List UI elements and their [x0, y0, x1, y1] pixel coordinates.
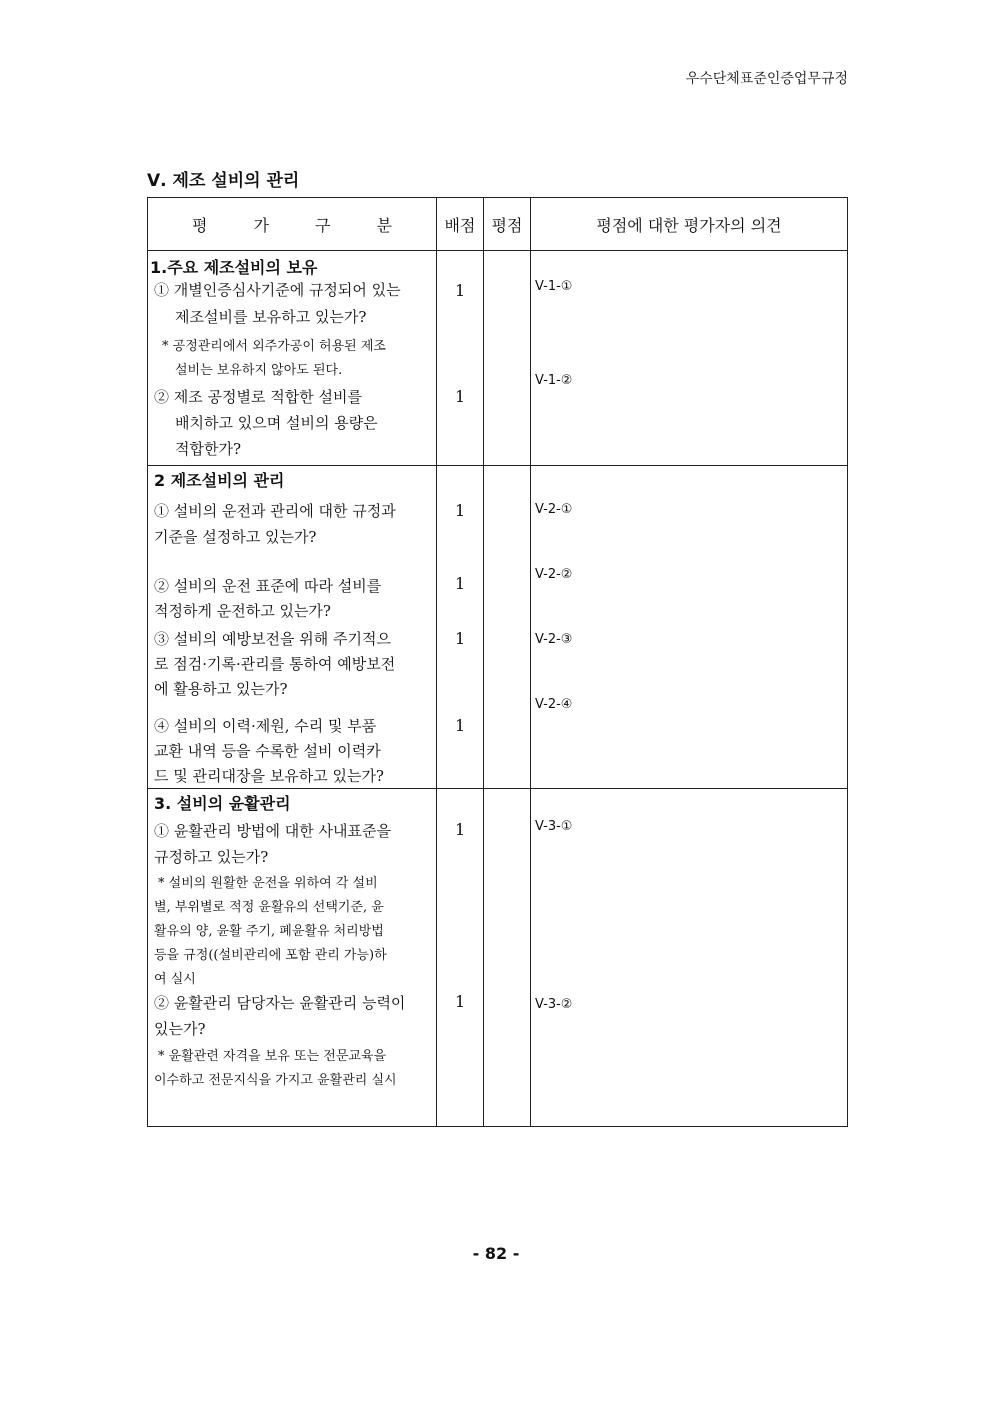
- s3-item2-line: 있는가?: [154, 1020, 206, 1038]
- section-title: Ⅴ. 제조 설비의 관리: [147, 171, 300, 191]
- s3-item1-line: 규정하고 있는가?: [154, 848, 269, 866]
- s1-item1-line: 제조설비를 보유하고 있는가?: [175, 308, 367, 326]
- s3-note1-line: 여 실시: [154, 972, 196, 987]
- document-header: 우수단체표준인증업무규정: [685, 71, 848, 87]
- section1-cell: [148, 251, 437, 466]
- s1-note1-line: 설비는 보유하지 않아도 된다.: [175, 363, 343, 378]
- score-value: 1: [455, 716, 466, 735]
- reference-code: V-2-③: [535, 632, 573, 647]
- s3-item2-line: ② 윤활관리 담당자는 윤활관리 능력이: [154, 994, 406, 1012]
- s2-item4-line: 드 및 관리대장을 보유하고 있는가?: [154, 767, 384, 785]
- section1-score-cell: [437, 251, 484, 466]
- section2-score-cell: [437, 466, 484, 789]
- s3-note1-line: 활유의 양, 윤활 주기, 폐윤활유 처리방법: [154, 924, 384, 939]
- score-value: 1: [455, 820, 466, 839]
- s3-note1-line: 등을 규정((설비관리에 포함 관리 가능)하: [154, 948, 387, 963]
- s1-note1-line: * 공정관리에서 외주가공이 허용된 제조: [162, 339, 386, 354]
- reference-code: V-2-④: [535, 697, 573, 712]
- s3-item1-line: ① 윤활관리 방법에 대한 사내표준을: [154, 822, 391, 840]
- section3-cell: [148, 789, 437, 1127]
- section1-title: 1.주요 제조설비의 보유: [150, 258, 318, 277]
- score-value: 1: [455, 281, 466, 300]
- header-score: 배점: [437, 198, 484, 251]
- score-value: 1: [455, 629, 466, 648]
- header-category-char: 평: [192, 215, 208, 235]
- score-value: 1: [455, 574, 466, 593]
- reference-code: V-1-②: [535, 373, 573, 388]
- s3-note1-line: * 설비의 원활한 운전을 위하여 각 설비: [158, 876, 378, 891]
- s2-item2-line: 적정하게 운전하고 있는가?: [154, 602, 331, 620]
- s1-item2-line: 적합한가?: [175, 440, 242, 458]
- s1-item1-line: ① 개별인증심사기준에 규정되어 있는: [154, 281, 401, 299]
- section2-opinion-cell: [531, 466, 848, 789]
- score-value: 1: [455, 387, 466, 406]
- reference-code: V-2-①: [535, 502, 573, 517]
- score-value: 1: [455, 501, 466, 520]
- s2-item3-line: 로 점검·기록·관리를 통하여 예방보전: [154, 655, 396, 673]
- section2-title: 2 제조설비의 관리: [154, 471, 285, 490]
- reference-code: V-3-①: [535, 819, 573, 834]
- s2-item1-line: 기준을 설정하고 있는가?: [154, 528, 317, 546]
- table-row: [148, 789, 848, 1127]
- header-category-char: 가: [253, 215, 269, 235]
- score-value: 1: [455, 992, 466, 1011]
- table-row: [148, 466, 848, 789]
- evaluation-table: [147, 197, 848, 1127]
- header-opinion: 평점에 대한 평가자의 의견: [531, 198, 848, 251]
- section3-rating-cell: [484, 789, 531, 1127]
- header-category: [148, 198, 437, 251]
- section1-opinion-cell: [531, 251, 848, 466]
- s2-item2-line: ② 설비의 운전 표준에 따라 설비를: [154, 577, 382, 595]
- table-header-row: [148, 198, 848, 251]
- page-number: - 82 -: [472, 1244, 520, 1263]
- section3-title: 3. 설비의 윤활관리: [154, 794, 291, 813]
- reference-code: V-1-①: [535, 279, 573, 294]
- s1-item2-line: ② 제조 공정별로 적합한 설비를: [154, 388, 362, 406]
- s2-item4-line: ④ 설비의 이력·제원, 수리 및 부품: [154, 717, 377, 735]
- s3-note2-line: * 윤활관련 자격을 보유 또는 전문교육을: [158, 1049, 387, 1064]
- s2-item1-line: ① 설비의 운전과 관리에 대한 규정과: [154, 502, 396, 520]
- section1-rating-cell: [484, 251, 531, 466]
- section3-score-cell: [437, 789, 484, 1127]
- s1-item2-line: 배치하고 있으며 설비의 용량은: [175, 414, 378, 432]
- s3-note1-line: 별, 부위별로 적정 윤활유의 선택기준, 윤: [154, 900, 384, 915]
- section2-cell: [148, 466, 437, 789]
- header-category-char: 분: [376, 215, 392, 235]
- s2-item3-line: ③ 설비의 예방보전을 위해 주기적으: [154, 630, 391, 648]
- header-category-char: 구: [315, 215, 331, 235]
- section2-rating-cell: [484, 466, 531, 789]
- section3-opinion-cell: [531, 789, 848, 1127]
- table-row: [148, 251, 848, 466]
- s2-item3-line: 에 활용하고 있는가?: [154, 680, 288, 698]
- reference-code: V-2-②: [535, 567, 573, 582]
- reference-code: V-3-②: [535, 997, 573, 1012]
- s2-item4-line: 교환 내역 등을 수록한 설비 이력카: [154, 742, 381, 760]
- s3-note2-line: 이수하고 전문지식을 가지고 윤활관리 실시: [154, 1073, 397, 1088]
- header-rating: 평점: [484, 198, 531, 251]
